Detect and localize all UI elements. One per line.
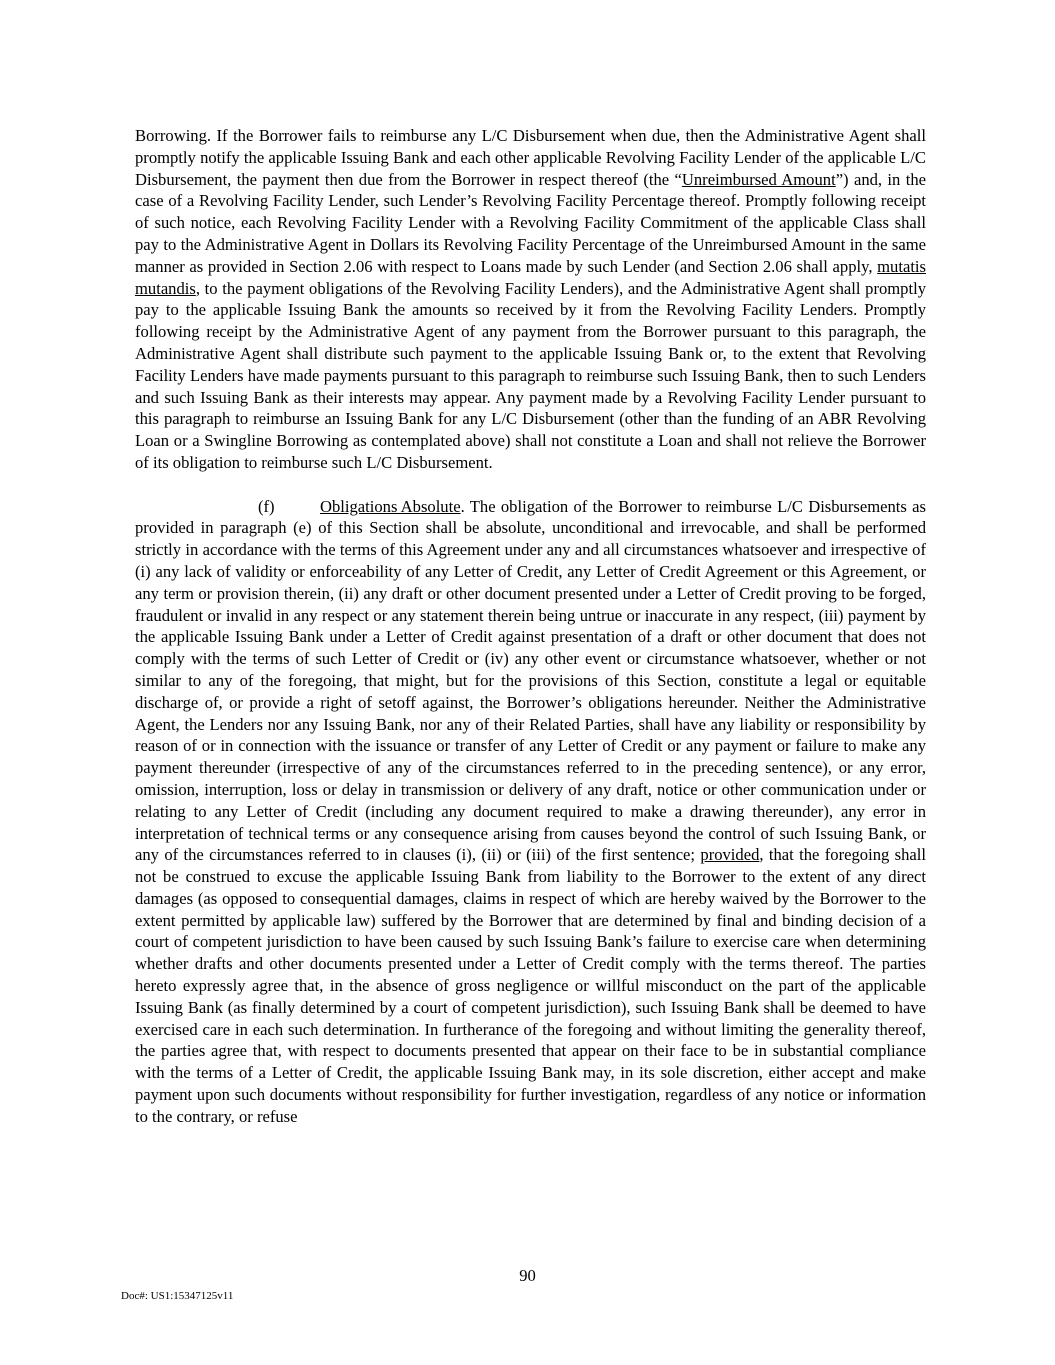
paragraph-e-text-1: Borrowing. If the Borrower fails to reimburse any L/C Disbursement when due, then the Administrative Agent shall promptly notify the applicable Issuing Bank and each other applicable Revolving Facility Lender of the applicable L/C Disbursement, the payment then due from the Borrower in respect thereof (the “	[135, 126, 926, 189]
latin-term-mutatis-mutandis: mutatis mutandis	[135, 256, 926, 298]
document-body	[135, 125, 926, 1149]
paragraph-e-continuation	[135, 125, 926, 474]
paragraph-f	[135, 496, 926, 1128]
paragraph-f-text-2: , that the foregoing shall not be construed to excuse the applicable Issuing Bank from liability to the Borrower to the extent of any direct damages (as opposed to consequential damages, claims in respect of which are hereby waived by the Borrower to the extent permitted by applicable law) suffered by the Borrower that are determined by final and binding decision of a court of competent jurisdiction to have been caused by such Issuing Bank’s failure to exercise care when determining whether drafts and other documents presented under a Letter of Credit comply with the terms thereof. The parties hereto expressly agree that, in the absence of gross negligence or willful misconduct on the part of the applicable Issuing Bank (as finally determined by a court of competent jurisdiction), such Issuing Bank shall be deemed to have exercised care in each such determination. In furtherance of the foregoing and without limiting the generality thereof, the parties agree that, with respect to documents presented that appear on their face to be in substantial compliance with the terms of a Letter of Credit, the applicable Issuing Bank may, in its sole discretion, either accept and make payment upon such documents without responsibility for further investigation, regardless of any notice or information to the contrary, or refuse	[135, 845, 926, 1126]
document-id-footer: Doc#: US1:15347125v11	[121, 1290, 234, 1302]
paragraph-f-header	[135, 496, 461, 518]
paragraph-f-label: (f)	[258, 496, 275, 516]
defined-term-unreimbursed-amount: Unreimbursed Amount	[681, 169, 836, 189]
page-number: 90	[519, 1266, 536, 1285]
paragraph-f-heading: Obligations Absolute	[320, 496, 461, 516]
proviso-term: provided	[700, 845, 760, 865]
paragraph-e-text-2: ”) and, in the case of a Revolving Facility Lender, such Lender’s Revolving Facility Percentage thereof. Promptly following receipt of such notice, each Revolving Facility Lender with a Revolving Facility Commitment of the applicable Class shall pay to the Administrative Agent in Dollars its Revolving Facility Percentage of the Unreimbursed Amount in the same manner as provided in Section 2.06 with respect to Loans made by such Lender (and Section 2.06 shall apply,	[135, 169, 926, 276]
paragraph-e-text-3: , to the payment obligations of the Revolving Facility Lenders), and the Administrative Agent shall promptly pay to the applicable Issuing Bank the amounts so received by it from the Revolving Facility Lenders. Promptly following receipt by the Administrative Agent of any payment from the Borrower pursuant to this paragraph, the Administrative Agent shall distribute such payment to the applicable Issuing Bank or, to the extent that Revolving Facility Lenders have made payments pursuant to this paragraph to reimburse such Issuing Bank, then to such Lenders and such Issuing Bank as their interests may appear. Any payment made by a Revolving Facility Lender pursuant to this paragraph to reimburse an Issuing Bank for any L/C Disbursement (other than the funding of an ABR Revolving Loan or a Swingline Borrowing as contemplated above) shall not constitute a Loan and shall not relieve the Borrower of its obligation to reimburse such L/C Disbursement.	[135, 278, 926, 472]
paragraph-f-text-1: . The obligation of the Borrower to reimburse L/C Disbursements as provided in paragraph (e) of this Section shall be absolute, unconditional and irrevocable, and shall be performed strictly in accordance with the terms of this Agreement under any and all circumstances whatsoever and irrespective of (i) any lack of validity or enforceability of any Letter of Credit, any Letter of Credit Agreement or this Agreement, or any term or provision therein, (ii) any draft or other document presented under a Letter of Credit proving to be forged, fraudulent or invalid in any respect or any statement therein being untrue or inaccurate in any respect, (iii) payment by the applicable Issuing Bank under a Letter of Credit against presentation of a draft or other document that does not comply with the terms of such Letter of Credit or (iv) any other event or circumstance whatsoever, whether or not similar to any of the foregoing, that might, but for the provisions of this Section, constitute a legal or equitable discharge of, or provide a right of setoff against, the Borrower’s obligations hereunder. Neither the Administrative Agent, the Lenders nor any Issuing Bank, nor any of their Related Parties, shall have any liability or responsibility by reason of or in connection with the issuance or transfer of any Letter of Credit or any payment or failure to make any payment thereunder (irrespective of any of the circumstances referred to in the preceding sentence), or any error, omission, interruption, loss or delay in transmission or delivery of any draft, notice or other communication under or relating to any Letter of Credit (including any document required to make a drawing thereunder), any error in interpretation of technical terms or any consequence arising from causes beyond the control of such Issuing Bank, or any of the circumstances referred to in clauses (i), (ii) or (iii) of the first sentence;	[135, 496, 926, 865]
